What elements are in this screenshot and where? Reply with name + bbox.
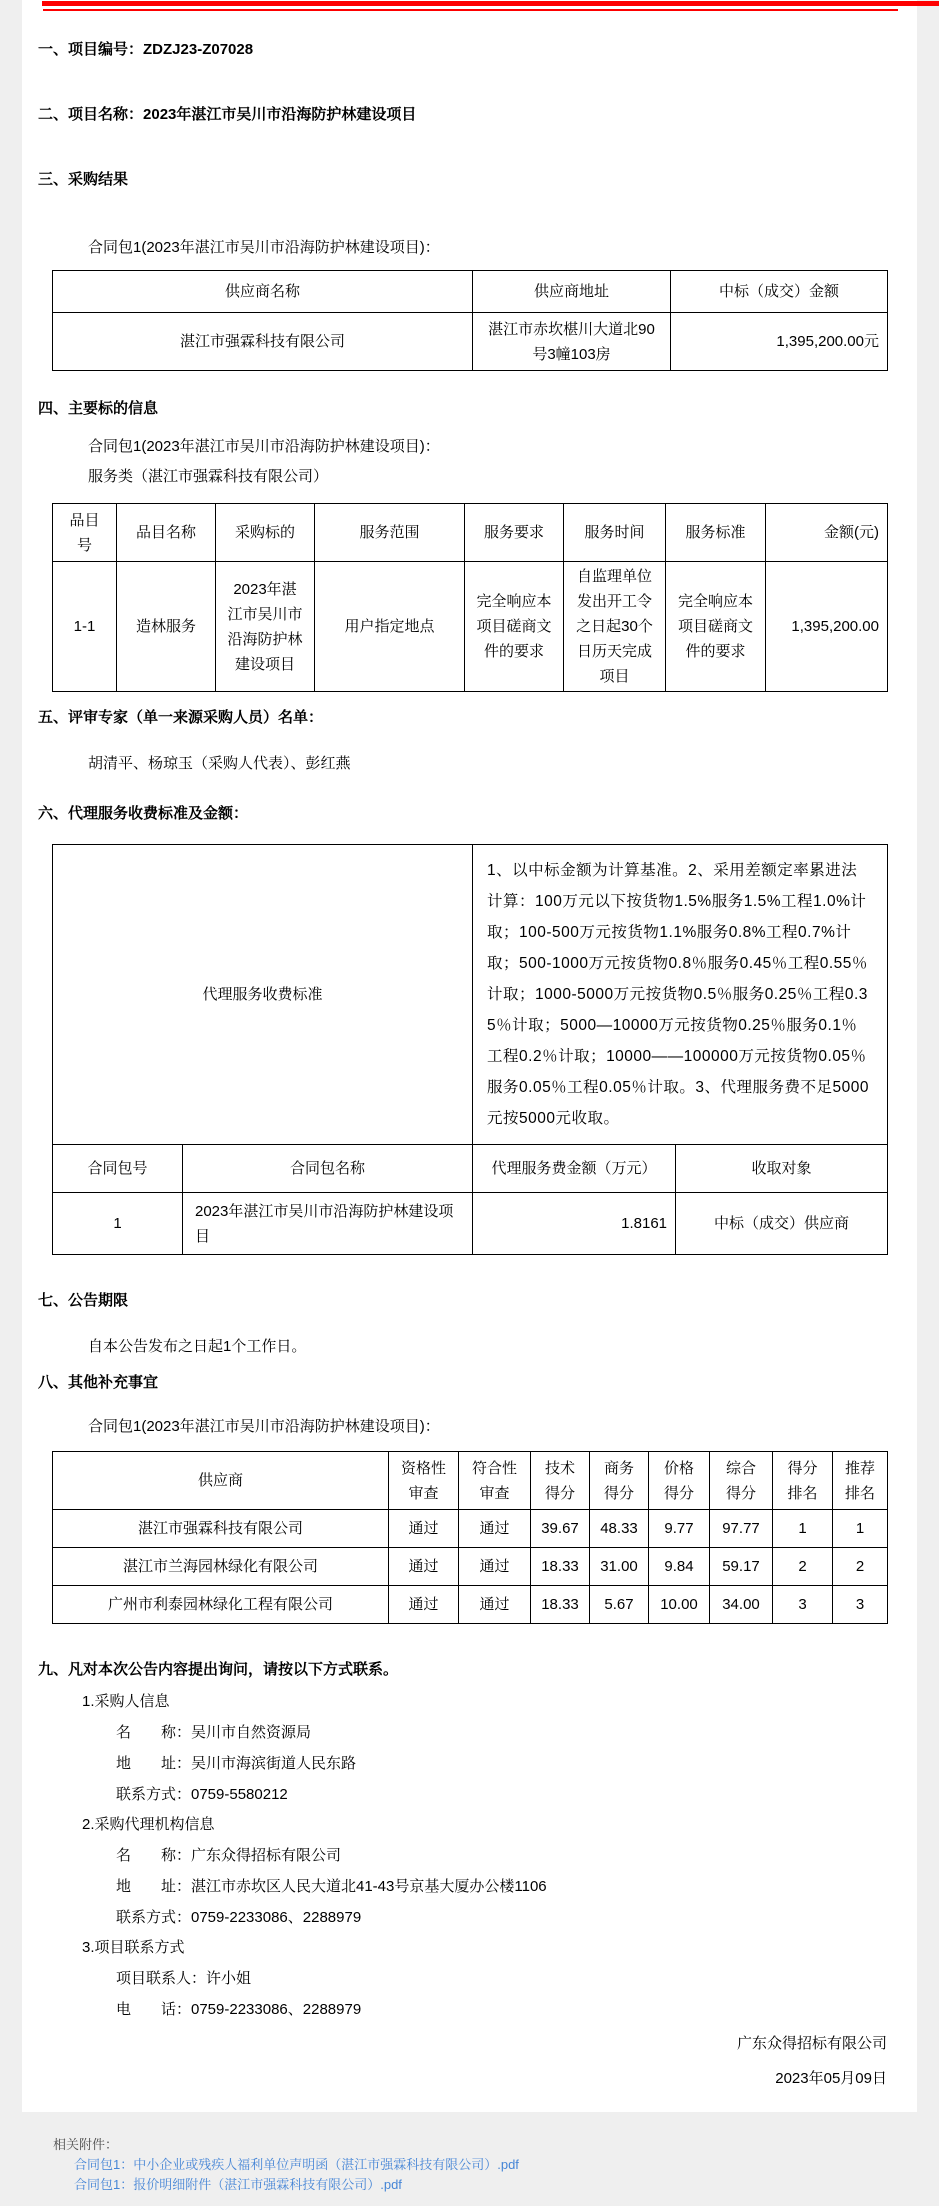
fee-standard-text-cell: 1、以中标金额为计算基准。2、采用差额定率累进法计算：100万元以下按货物1.5%服务1.5%工程1.0%计取；100-500万元按货物1.1%服务0.8%工程0.7%计取；500-1000万元按货物0.8％服务0.45％工程0.55％计取；1000-5000万元按货物0.5％服务0.25％工程0.35％计取；5000—10000万元按货物0.25％服务0.1％工程0.2％计取；10000——100000万元按货物0.05％服务0.05％工程0.05％计取。3、代理服务费不足5000元按5000元收取。: [473, 845, 888, 1145]
recommend-rank-cell: 3: [833, 1586, 888, 1624]
attachments-footer: [0, 2112, 939, 2206]
supplier-name-cell: 湛江市强霖科技有限公司: [53, 313, 473, 371]
biz-score-cell: 31.00: [590, 1548, 649, 1586]
result-table: [52, 270, 888, 371]
service-demand-cell: 完全响应本项目磋商文件的要求: [465, 562, 564, 692]
price-score-cell: 9.84: [649, 1548, 710, 1586]
tech-score-cell: 39.67: [531, 1510, 590, 1548]
agency-name-line: 名 称：广东众得招标有限公司: [116, 1847, 342, 1864]
experts-names: 胡清平、杨琼玉（采购人代表）、彭红燕: [88, 755, 351, 772]
table-header-cell: 服务要求: [465, 504, 564, 562]
project-name-value: 2023年湛江市吴川市沿海防护林建设项目: [143, 106, 417, 123]
table-header-cell: 资格性审查: [389, 1452, 459, 1510]
table-header-cell: 供应商地址: [473, 271, 671, 313]
score-rank-cell: 2: [773, 1548, 833, 1586]
score-rank-cell: 3: [773, 1586, 833, 1624]
table-header-cell: 服务范围: [315, 504, 465, 562]
contact-section-heading: 九、凡对本次公告内容提出询问，请按以下方式联系。: [38, 1661, 399, 1678]
subject-table: [52, 503, 888, 692]
total-score-cell: 34.00: [710, 1586, 773, 1624]
package-no-cell: 1: [53, 1193, 183, 1255]
project-number-label: 一、项目编号：: [38, 41, 144, 58]
attachments-label: 相关附件：: [53, 2137, 119, 2152]
table-header-cell: 服务标准: [666, 504, 766, 562]
conformity-cell: 通过: [459, 1548, 531, 1586]
subject-package-line: 合同包1(2023年湛江市吴川市沿海防护林建设项目)：: [88, 438, 440, 455]
table-header-cell: 供应商名称: [53, 271, 473, 313]
project-number-heading: [38, 40, 917, 60]
supplier-address-cell: 湛江市赤坎椹川大道北90号3幢103房: [473, 313, 671, 371]
supplier-name-cell: 湛江市兰海园林绿化有限公司: [53, 1548, 389, 1586]
agency-fee-table: [52, 844, 888, 1255]
fee-standard-label-cell: 代理服务收费标准: [53, 845, 473, 1145]
signature-company: 广东众得招标有限公司: [736, 2035, 887, 2052]
table-header-cell: 供应商: [53, 1452, 389, 1510]
experts-section-heading: 五、评审专家（单一来源采购人员）名单：: [38, 709, 324, 726]
purchaser-info-title: 1.采购人信息: [82, 1693, 170, 1710]
score-table: [52, 1451, 888, 1624]
table-header-cell: 商务得分: [590, 1452, 649, 1510]
table-header-cell: 中标（成交）金额: [671, 271, 888, 313]
notice-period-text: 自本公告发布之日起1个工作日。: [88, 1338, 307, 1355]
table-header-cell: 技术得分: [531, 1452, 590, 1510]
fee-amount-cell: 1.8161: [473, 1193, 676, 1255]
supplier-name-cell: 湛江市强霖科技有限公司: [53, 1510, 389, 1548]
project-name-label: 二、项目名称：: [38, 106, 144, 123]
project-contact-phone-line: 电 话：0759-2233086、2288979: [116, 2001, 362, 2018]
agency-phone-line: 联系方式：0759-2233086、2288979: [116, 1909, 362, 1926]
recommend-rank-cell: 2: [833, 1548, 888, 1586]
service-scope-cell: 用户指定地点: [315, 562, 465, 692]
result-section-heading: 三、采购结果: [38, 171, 129, 188]
total-score-cell: 97.77: [710, 1510, 773, 1548]
qualification-cell: 通过: [389, 1548, 459, 1586]
table-header-row: [53, 504, 888, 562]
table-row: [53, 1193, 888, 1255]
fee-standard-row: [53, 845, 888, 1145]
table-header-cell: 采购标的: [216, 504, 315, 562]
tech-score-cell: 18.33: [531, 1586, 590, 1624]
attachment-link[interactable]: 合同包1：中小企业或残疾人福利单位声明函（湛江市强霖科技有限公司）.pdf: [74, 2157, 519, 2172]
item-no-cell: 1-1: [53, 562, 117, 692]
table-header-cell: 代理服务费金额（万元）: [473, 1145, 676, 1193]
table-row: [53, 313, 888, 371]
table-header-cell: 品目号: [53, 504, 117, 562]
table-header-cell: 合同包号: [53, 1145, 183, 1193]
conformity-cell: 通过: [459, 1586, 531, 1624]
biz-score-cell: 48.33: [590, 1510, 649, 1548]
item-name-cell: 造林服务: [117, 562, 216, 692]
other-package-line: 合同包1(2023年湛江市吴川市沿海防护林建设项目)：: [88, 1418, 440, 1435]
purchaser-address-line: 地 址：吴川市海滨街道人民东路: [116, 1755, 357, 1772]
package-name-cell: 2023年湛江市吴川市沿海防护林建设项目: [183, 1193, 473, 1255]
table-header-cell: 品目名称: [117, 504, 216, 562]
table-header-row: [53, 1145, 888, 1193]
table-row: [53, 1548, 888, 1586]
price-score-cell: 9.77: [649, 1510, 710, 1548]
project-number-value: ZDZJ23-Z07028: [143, 41, 254, 58]
award-amount-cell: 1,395,200.00元: [671, 313, 888, 371]
project-contact-title: 3.项目联系方式: [82, 1939, 185, 1956]
header-red-line: [43, 9, 898, 11]
fee-payer-cell: 中标（成交）供应商: [676, 1193, 888, 1255]
score-rank-cell: 1: [773, 1510, 833, 1548]
recommend-rank-cell: 1: [833, 1510, 888, 1548]
signature-date: 2023年05月09日: [775, 2070, 887, 2087]
qualification-cell: 通过: [389, 1586, 459, 1624]
table-header-cell: 综合得分: [710, 1452, 773, 1510]
notice-period-heading: 七、公告期限: [38, 1292, 129, 1309]
table-header-cell: 价格得分: [649, 1452, 710, 1510]
total-score-cell: 59.17: [710, 1548, 773, 1586]
project-name-heading: [38, 105, 917, 125]
agency-address-line: 地 址：湛江市赤坎区人民大道北41-43号京基大厦办公楼1106: [116, 1878, 547, 1895]
table-header-row: [53, 1452, 888, 1510]
purchaser-name-line: 名 称：吴川市自然资源局: [116, 1724, 312, 1741]
table-header-cell: 金额(元): [766, 504, 888, 562]
table-header-cell: 合同包名称: [183, 1145, 473, 1193]
result-package-line: 合同包1(2023年湛江市吴川市沿海防护林建设项目)：: [88, 239, 440, 256]
supplier-name-cell: 广州市利泰园林绿化工程有限公司: [53, 1586, 389, 1624]
agency-info-title: 2.采购代理机构信息: [82, 1816, 215, 1833]
table-header-cell: 符合性审查: [459, 1452, 531, 1510]
project-contact-person-line: 项目联系人：许小姐: [116, 1970, 252, 1987]
service-time-cell: 自监理单位发出开工令之日起30个日历天完成项目: [564, 562, 666, 692]
table-header-cell: 服务时间: [564, 504, 666, 562]
table-row: [53, 1586, 888, 1624]
subject-section-heading: 四、主要标的信息: [38, 400, 159, 417]
subject-category-line: 服务类（湛江市强霖科技有限公司）: [88, 468, 329, 485]
price-score-cell: 10.00: [649, 1586, 710, 1624]
table-row: [53, 562, 888, 692]
attachment-link[interactable]: 合同包1：报价明细附件（湛江市强霖科技有限公司）.pdf: [74, 2177, 402, 2192]
announcement-body: [22, 0, 917, 2089]
subject-cell: 2023年湛江市吴川市沿海防护林建设项目: [216, 562, 315, 692]
header-red-bar: [42, 1, 939, 6]
conformity-cell: 通过: [459, 1510, 531, 1548]
amount-cell: 1,395,200.00: [766, 562, 888, 692]
agency-fee-section-heading: 六、代理服务收费标准及金额：: [38, 805, 249, 822]
service-standard-cell: 完全响应本项目磋商文件的要求: [666, 562, 766, 692]
table-row: [53, 1510, 888, 1548]
biz-score-cell: 5.67: [590, 1586, 649, 1624]
tech-score-cell: 18.33: [531, 1548, 590, 1586]
table-header-cell: 推荐排名: [833, 1452, 888, 1510]
other-section-heading: 八、其他补充事宜: [38, 1374, 159, 1391]
purchaser-phone-line: 联系方式：0759-5580212: [116, 1786, 288, 1803]
table-header-row: [53, 271, 888, 313]
table-header-cell: 收取对象: [676, 1145, 888, 1193]
qualification-cell: 通过: [389, 1510, 459, 1548]
table-header-cell: 得分排名: [773, 1452, 833, 1510]
